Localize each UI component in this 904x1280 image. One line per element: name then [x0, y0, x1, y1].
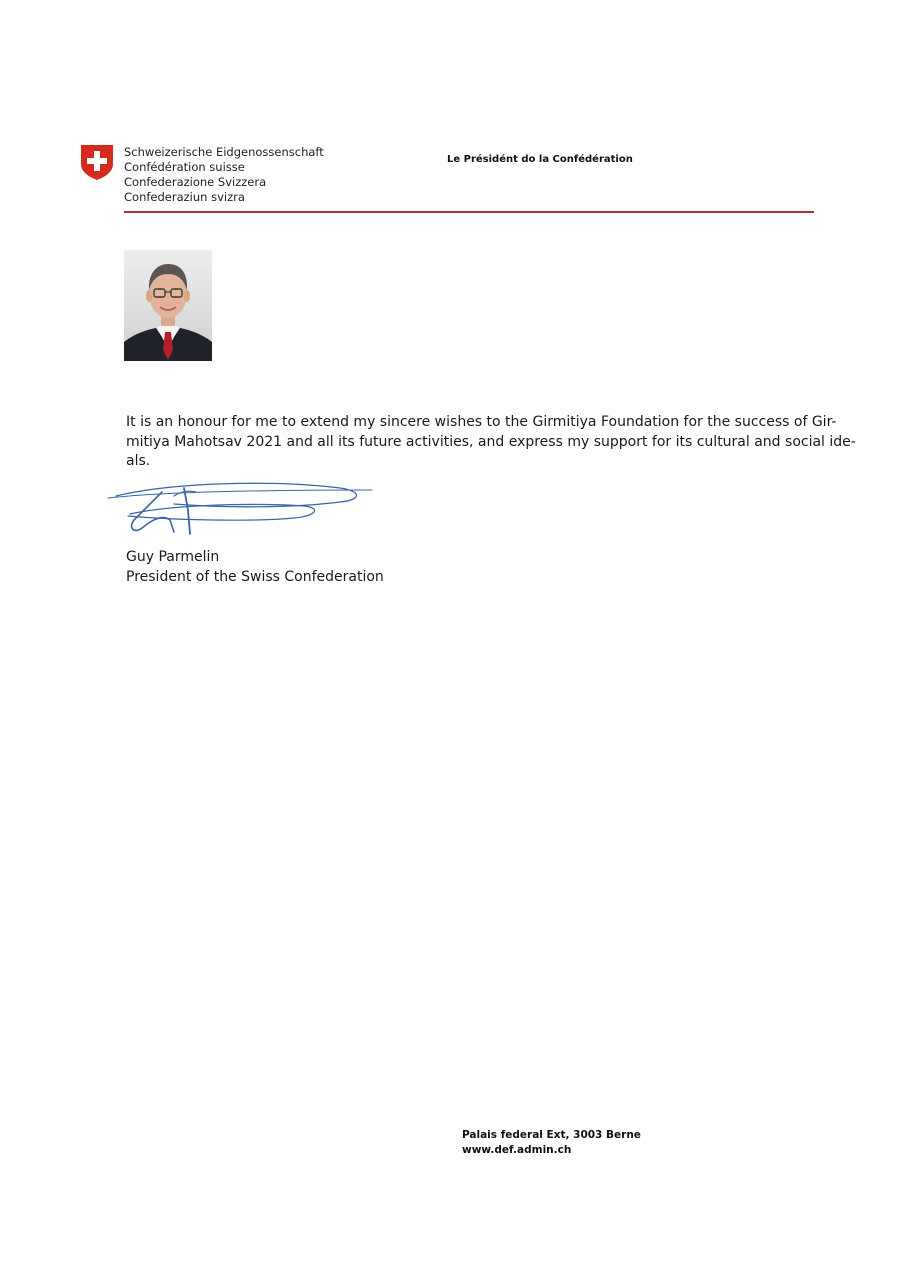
office-title: Le Présidént do la Confédération — [447, 154, 633, 165]
message-line: als. — [126, 453, 151, 469]
header-divider — [124, 211, 814, 213]
handwritten-signature — [104, 476, 376, 542]
signatory-block — [126, 548, 384, 587]
name-german: Schweizerische Eidgenossenschaft — [124, 145, 324, 159]
footer-address: Palais federal Ext, 3003 Berne — [462, 1129, 641, 1141]
name-italian: Confederazione Svizzera — [124, 175, 267, 189]
portrait-photo — [124, 250, 212, 361]
footer-block — [462, 1128, 641, 1158]
signatory-name: Guy Parmelin — [126, 549, 220, 565]
swiss-federal-crest-icon — [80, 144, 114, 181]
footer-website: www.def.admin.ch — [462, 1144, 572, 1156]
name-french: Confédération suisse — [124, 160, 245, 174]
message-line: It is an honour for me to extend my sincere wishes to the Girmitiya Foundation for the success of Gir- — [126, 414, 837, 430]
message-body — [126, 413, 856, 472]
message-line: mitiya Mahotsav 2021 and all its future activities, and express my support for its cultural and social ide- — [126, 433, 856, 450]
name-romansh: Confederaziun svizra — [124, 190, 245, 204]
signatory-title: President of the Swiss Confederation — [126, 568, 384, 585]
confederation-names — [124, 145, 324, 205]
